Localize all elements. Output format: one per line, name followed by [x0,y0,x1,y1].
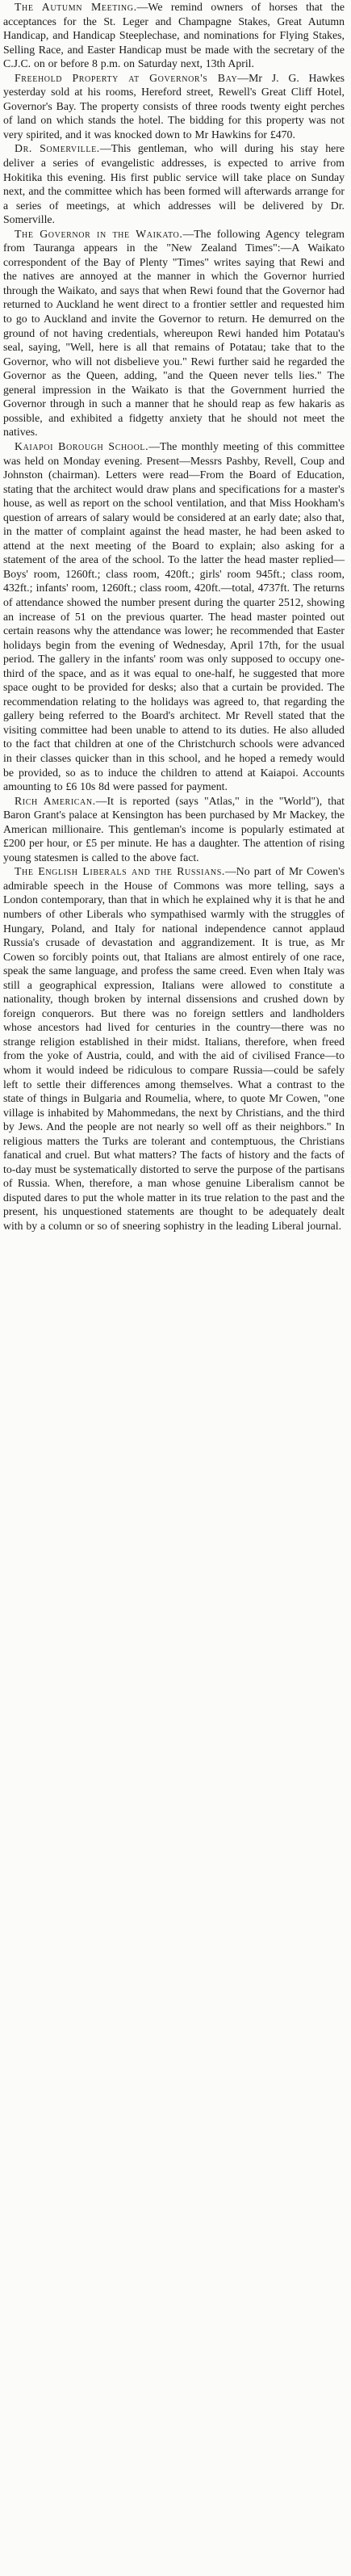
article-dr-somerville [3,141,345,226]
article-governor-waikato [3,227,345,439]
article-body: —The monthly meeting of this committee was held on Monday evening. Present—Messrs Pashby, Revell, Coup and Johnston (chairman). Letters were read—From the Board of Education, stating that the architect would draw plans and specifications for a master's house, as well as report on the school ventilation, and that Miss Hookham's question of arrears of salary would be considered at an early date; also that, in the matter of complaint against the head master, he had been asked to attend at the next meeting of the Board to explain; also asking for a statement of the area of the school. To the latter the head master replied—Boys' room, 1260ft.; class room, 420ft.; girls' room 945ft.; class room, 432ft.; infants' room, 1260ft.; class room, 420ft.—total, 4737ft. The returns of attendance showed the number present during the quarter 2512, showing an increase of 51 on the previous quarter. The head master pointed out certain reasons why the attendance was lower; he recommended that Easter holidays begin from the evening of Wednesday, April 17th, for the usual period. The gallery in the infants' room was only supposed to occupy one-third of the space, and as it was equal to one-half, he suggested that more space ought to be provided for desks; also that a curtain be provided. The recommendation relating to the holidays was agreed to, that regarding the gallery being referred to the Board's architect. Mr Revell stated that the visiting committee had been unable to attend to its duties. He also alluded to the fact that children at one of the Christchurch schools were advanced in their classes quicker than in this school, and he hoped a remedy would be provided, so as to induce the children to attend at Kaiapoi. Accounts amounting to £6 10s 8d were passed for payment. [3,439,345,793]
news-column [3,0,345,1233]
article-kaiapoi-school [3,439,345,794]
article-english-liberals [3,864,345,1233]
article-heading: Kaiapoi Borough School. [15,439,149,452]
article-heading: The English Liberals and the Russians. [15,865,225,878]
article-heading: Freehold Property at Governor's Bay [15,71,238,84]
article-rich-american [3,794,345,865]
article-autumn-meeting [3,0,345,71]
article-body: —It is reported (says "Atlas," in the "World"), that Baron Grant's palace at Kensington has been purchased by Mr Mackey, the American millionaire. This gentleman's income is popularly estimated at £200 per hour, or £5 per minute. He has a daughter. The attention of rising young statesmen is called to the above fact. [3,794,345,864]
article-heading: Rich American. [15,794,96,807]
article-freehold-property [3,71,345,142]
article-body: —We remind owners of horses that the acceptances for the St. Leger and Champagne Stakes, Great Autumn Handicap, and Handicap Steeplechase, and nominations for Flying Stakes, Selling Race, and Easter Handicap must be made with the secretary of the C.J.C. on or before 8 p.m. on Saturday next, 13th April. [3,1,345,70]
article-body: —This gentleman, who will during his stay here deliver a series of evangelistic addresses, is expected to arrive from Hokitika this evening. His first public service will take place on Sunday next, and the committee which has been formed will afterwards arrange for a series of meetings, at which addresses will be delivered by Dr. Somerville. [3,142,345,226]
article-heading: The Governor in the Waikato. [15,227,183,240]
article-heading: Dr. Somerville. [15,142,100,155]
article-body: —The following Agency telegram from Tauranga appears in the "New Zealand Times":—A Waikato correspondent of the Bay of Plenty "Times" writes saying that Rewi and the natives are annoyed at the manner in which the Governor hurried through the Waikato, and says that when Rewi found that the Governor had returned to Auckland he went direct to a frontier settler and requested him to go to Auckland and invite the Governor to return. He demurred on the ground of not having credentials, whereupon Rewi handed him Potatau's seal, saying, "Well, here is all that remains of Potatau; take that to the Governor, who will not disbelieve you." Rewi further said he regarded the Governor as the Queen, adding, "and the Queen never tells lies." The general impression in the Waikato is that the Government hurried the Governor through in such a manner that he should reap as few hakaris as possible, and exhibited a fidgetty anxiety that he should not meet the natives. [3,227,345,439]
article-heading: The Autumn Meeting. [15,1,137,13]
article-body: —No part of Mr Cowen's admirable speech in the House of Commons was more telling, says a London contemporary, than that in which he explained why it is that he and numbers of other Liberals who sympathised warmly with the struggles of Hungary, Poland, and Italy for national independence cannot applaud Russia's crusade of devastation and aggrandizement. It is true, as Mr Cowen so forcibly points out, that Italians are almost entirely of one race, speak the same language, and profess the same creed. Even when Italy was still a geographical expression, Italians were allowed to constitute a nationality, though broken by internal dissensions and crushed down by foreign conquerors. But there was no foreign settlers and landholders whose ancestors had lived for centuries in the country—there was no strange religion established in their midst. Italians, therefore, when freed from the yoke of Austria, could, and with the aid of civilised France—to whom it would indeed be ridiculous to compare Russia—could be safely left to settle their differences among themselves. What a contrast to the state of things in Bulgaria and Roumelia, where, to quote Mr Cowen, "one village is inhabited by Mahommedans, the next by Christians, and the third by Jews. And the people are not nearly so well off as their neighbors." In religious matters the Turks are tolerant and contemptuous, the Christians fanatical and cruel. But what matters? The facts of history and the facts of to-day must be systematically distorted to serve the purpose of the partisans of Russia. When, therefore, a man whose genuine Liberalism cannot be disputed dares to put the whole matter in its true relation to the past and the present, his unquestioned statements are thought to be adequately dealt with by a column or so of sneering sophistry in the leading Liberal journal. [3,865,345,1233]
article-body: —Mr J. G. Hawkes yesterday sold at his rooms, Hereford street, Rewell's Great Cliff Hotel, Governor's Bay. The property consists of three roods twenty eight perches of land on which stands the hotel. The bidding for this property was not very spirited, and it was knocked down to Mr Hawkins for £470. [3,71,345,141]
